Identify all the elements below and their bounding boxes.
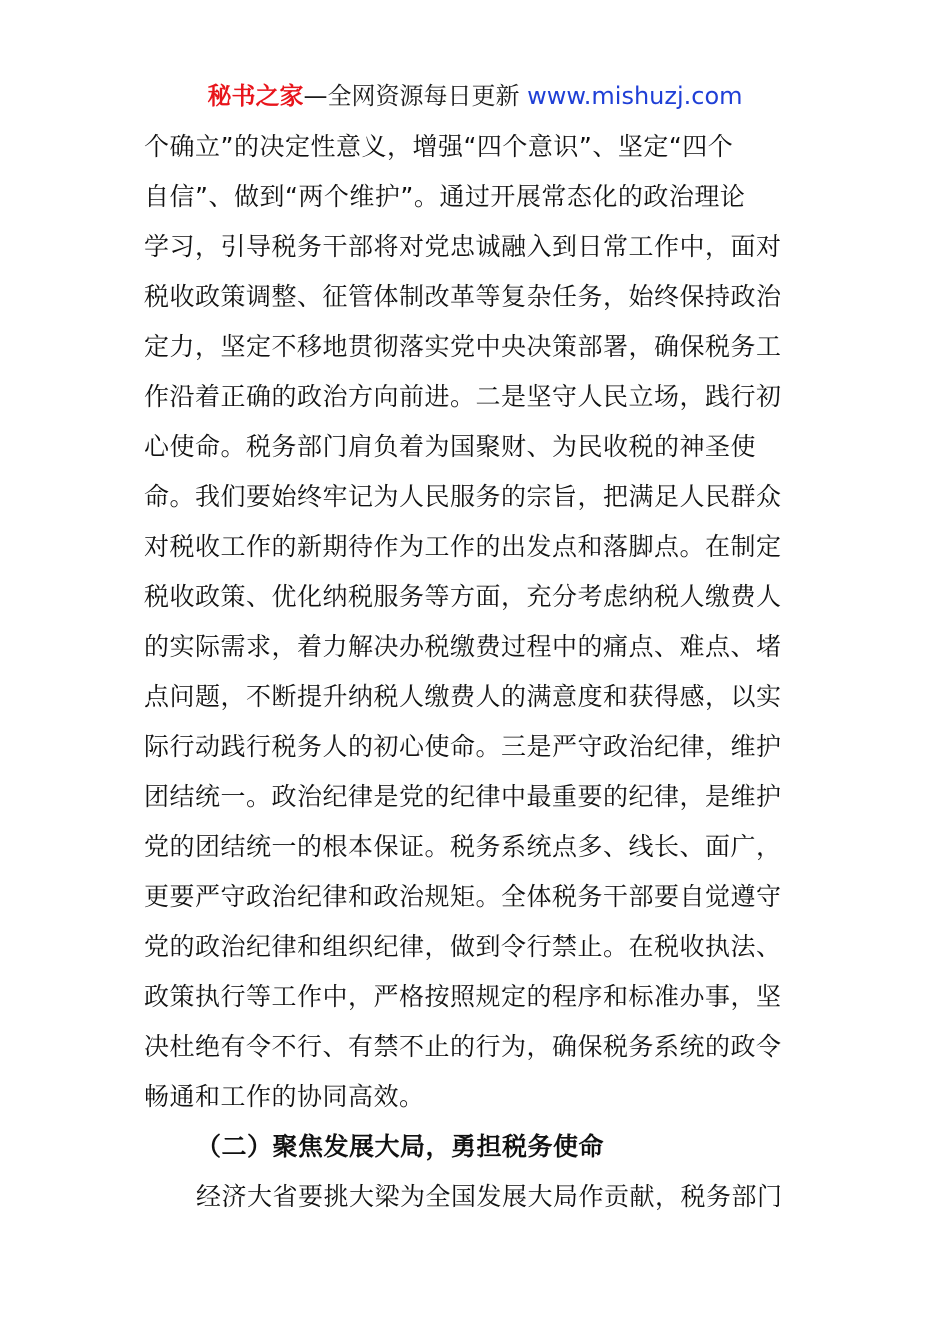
- paragraph-line: 个确立”的决定性意义，增强“四个意识”、坚定“四个: [144, 132, 734, 161]
- paragraph-line: 际行动践行税务人的初心使命。三是严守政治纪律，维护: [144, 732, 782, 761]
- paragraph-line: 税收政策、优化纳税服务等方面，充分考虑纳税人缴费人: [144, 582, 782, 611]
- paragraph-line: 作沿着正确的政治方向前进。二是坚守人民立场，践行初: [144, 382, 782, 411]
- paragraph-line: 的实际需求，着力解决办税缴费过程中的痛点、难点、堵: [144, 632, 782, 661]
- paragraph-line: 党的团结统一的根本保证。税务系统点多、线长、面广，: [144, 832, 782, 861]
- paragraph-line: 更要严守政治纪律和政治规矩。全体税务干部要自觉遵守: [144, 882, 782, 911]
- paragraph-line: 命。我们要始终牢记为人民服务的宗旨，把满足人民群众: [144, 482, 782, 511]
- paragraph-line: 税收政策调整、征管体制改革等复杂任务，始终保持政治: [144, 282, 782, 311]
- site-url-link[interactable]: www.mishuzj.com: [527, 82, 743, 110]
- site-brand: 秘书之家: [207, 82, 304, 110]
- paragraph-line: 定力，坚定不移地贯彻落实党中央决策部署，确保税务工: [144, 332, 782, 361]
- paragraph-line: 自信”、做到“两个维护”。通过开展常态化的政治理论: [144, 182, 746, 211]
- paragraph-line: 党的政治纪律和组织纪律，做到令行禁止。在税收执法、: [144, 932, 782, 961]
- paragraph-line: 对税收工作的新期待作为工作的出发点和落脚点。在制定: [144, 532, 782, 561]
- paragraph-line: 决杜绝有令不行、有禁不止的行为，确保税务系统的政令: [144, 1032, 782, 1061]
- document-body: [144, 122, 814, 1222]
- paragraph-line: 政策执行等工作中，严格按照规定的程序和标准办事，坚: [144, 982, 782, 1011]
- paragraph-line: 点问题，不断提升纳税人缴费人的满意度和获得感，以实: [144, 682, 782, 711]
- section-heading: （二）聚焦发展大局，勇担税务使命: [196, 1132, 605, 1161]
- paragraph-line: 经济大省要挑大梁为全国发展大局作贡献，税务部门: [196, 1182, 783, 1211]
- paragraph-line: 心使命。税务部门肩负着为国聚财、为民收税的神圣使: [144, 432, 757, 461]
- paragraph-line: 学习，引导税务干部将对党忠诚融入到日常工作中，面对: [144, 232, 782, 261]
- site-header: [0, 80, 950, 112]
- paragraph-line: 畅通和工作的协同高效。: [144, 1082, 425, 1111]
- paragraph-line: 团结统一。政治纪律是党的纪律中最重要的纪律，是维护: [144, 782, 782, 811]
- site-tagline: —全网资源每日更新: [303, 82, 528, 110]
